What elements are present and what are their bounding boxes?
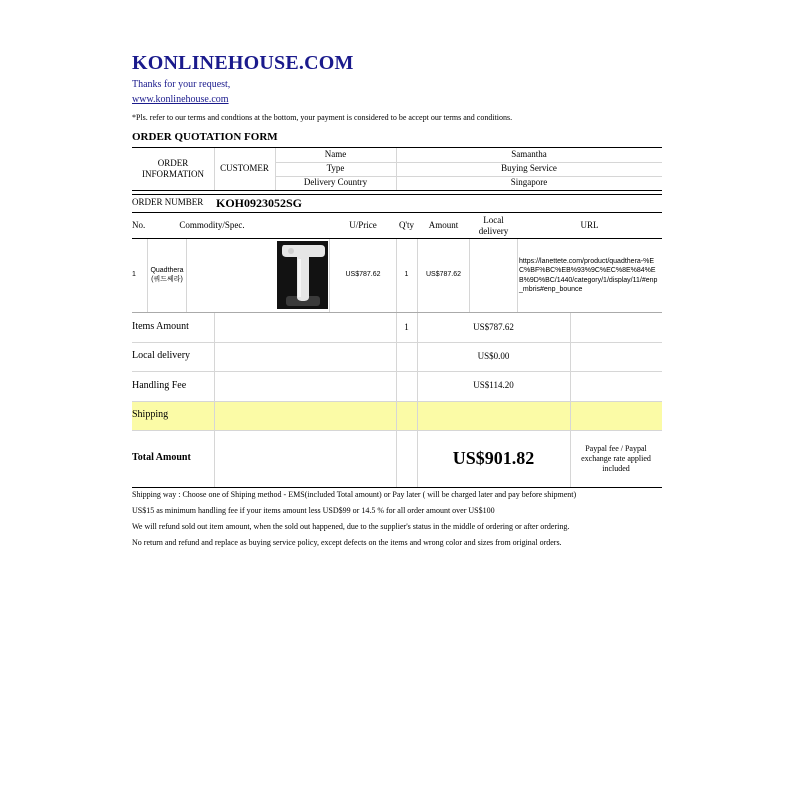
- summary-divider: [132, 342, 662, 343]
- summary-col-divider: [214, 313, 215, 487]
- order-number-bottom-border: [132, 212, 662, 213]
- local-delivery-label: Local delivery: [132, 350, 191, 362]
- col-header-local-delivery: Local delivery: [478, 214, 509, 236]
- items-amount-label: Items Amount: [132, 321, 189, 333]
- items-amount-value: US$787.62: [473, 321, 514, 332]
- footer-note: Shipping way : Choose one of Shiping method - EMS(included Total amount) or Pay later ( will be charged later and pay before shipment): [132, 490, 577, 499]
- footer-note: US$15 as minimum handling fee if your items amount less USD$99 or 14.5 % for all order amount over US$100: [132, 506, 495, 515]
- shipping-value: [417, 401, 570, 430]
- form-title: ORDER QUOTATION FORM: [132, 131, 278, 143]
- item-col-divider: [186, 239, 187, 312]
- site-link[interactable]: www.konlinehouse.com: [132, 94, 229, 105]
- items-amount-qty: 1: [404, 321, 409, 332]
- item-qty: 1: [404, 271, 409, 279]
- shipping-row-highlight: [132, 401, 662, 430]
- type-label: Type: [326, 163, 345, 174]
- order-number-label: ORDER NUMBER: [132, 197, 204, 208]
- product-photo: [277, 241, 328, 309]
- item-name: Quadthera (쿼드쎄라): [150, 266, 184, 283]
- delivery-country-value: Singapore: [510, 177, 548, 188]
- summary-divider: [132, 401, 662, 402]
- site-title: KONLINEHOUSE.COM: [132, 52, 354, 74]
- customer-label: CUSTOMER: [220, 163, 269, 174]
- summary-col-divider: [570, 313, 571, 487]
- delivery-country-label: Delivery Country: [303, 177, 368, 188]
- col-header-qty: Q'ty: [398, 220, 415, 231]
- terms-note: *Pls. refer to our terms and condtions at the bottom, your payment is considered to be accept our terms and conditions.: [132, 113, 513, 122]
- item-amount: US$787.62: [425, 271, 462, 279]
- summary-divider: [132, 371, 662, 372]
- col-header-amount: Amount: [428, 220, 459, 231]
- total-amount-value: US$901.82: [452, 448, 535, 469]
- thanks-text: Thanks for your request,: [132, 79, 231, 90]
- item-col-divider: [517, 239, 518, 312]
- total-amount-label: Total Amount: [132, 452, 191, 464]
- col-header-url: URL: [580, 220, 599, 231]
- footer-note: No return and refund and replace as buying service policy, except defects on the items and wrong color and sizes from original orders.: [132, 538, 562, 547]
- type-value: Buying Service: [501, 163, 557, 174]
- name-label: Name: [324, 149, 347, 160]
- order-number-value: KOH0923052SG: [216, 195, 303, 210]
- handling-fee-value: US$114.20: [473, 380, 514, 391]
- order-number-top-border: [132, 194, 662, 195]
- item-local-delivery: [470, 239, 517, 312]
- item-no: 1: [132, 271, 136, 279]
- order-info-bottom-border: [132, 190, 662, 191]
- col-header-uprice: U/Price: [349, 220, 377, 231]
- col-header-commodity: Commodity/Spec.: [179, 220, 245, 231]
- order-info-label: ORDER INFORMATION: [141, 157, 204, 179]
- item-uprice: US$787.62: [345, 271, 381, 279]
- name-value: Samantha: [511, 149, 547, 160]
- shipping-label: Shipping: [132, 409, 169, 421]
- total-bottom-border: [132, 487, 662, 488]
- col-header-no: No.: [132, 220, 146, 231]
- total-note: Paypal fee / Paypal exchange rate applied included: [581, 443, 651, 473]
- handling-fee-label: Handling Fee: [132, 379, 187, 391]
- local-delivery-value: US$0.00: [477, 350, 510, 361]
- item-url[interactable]: https://lanettete.com/product/quadthera-%EC%BF%BC%EB%93%9C%EC%8E%84%EB%9D%BC/1440/category/1/display/11/#enp_mbris#enp_bounce: [519, 257, 658, 293]
- footer-note: We will refund sold out item amount, when the sold out happened, due to the supplier's status in the middle of ordering or after ordering.: [132, 522, 570, 531]
